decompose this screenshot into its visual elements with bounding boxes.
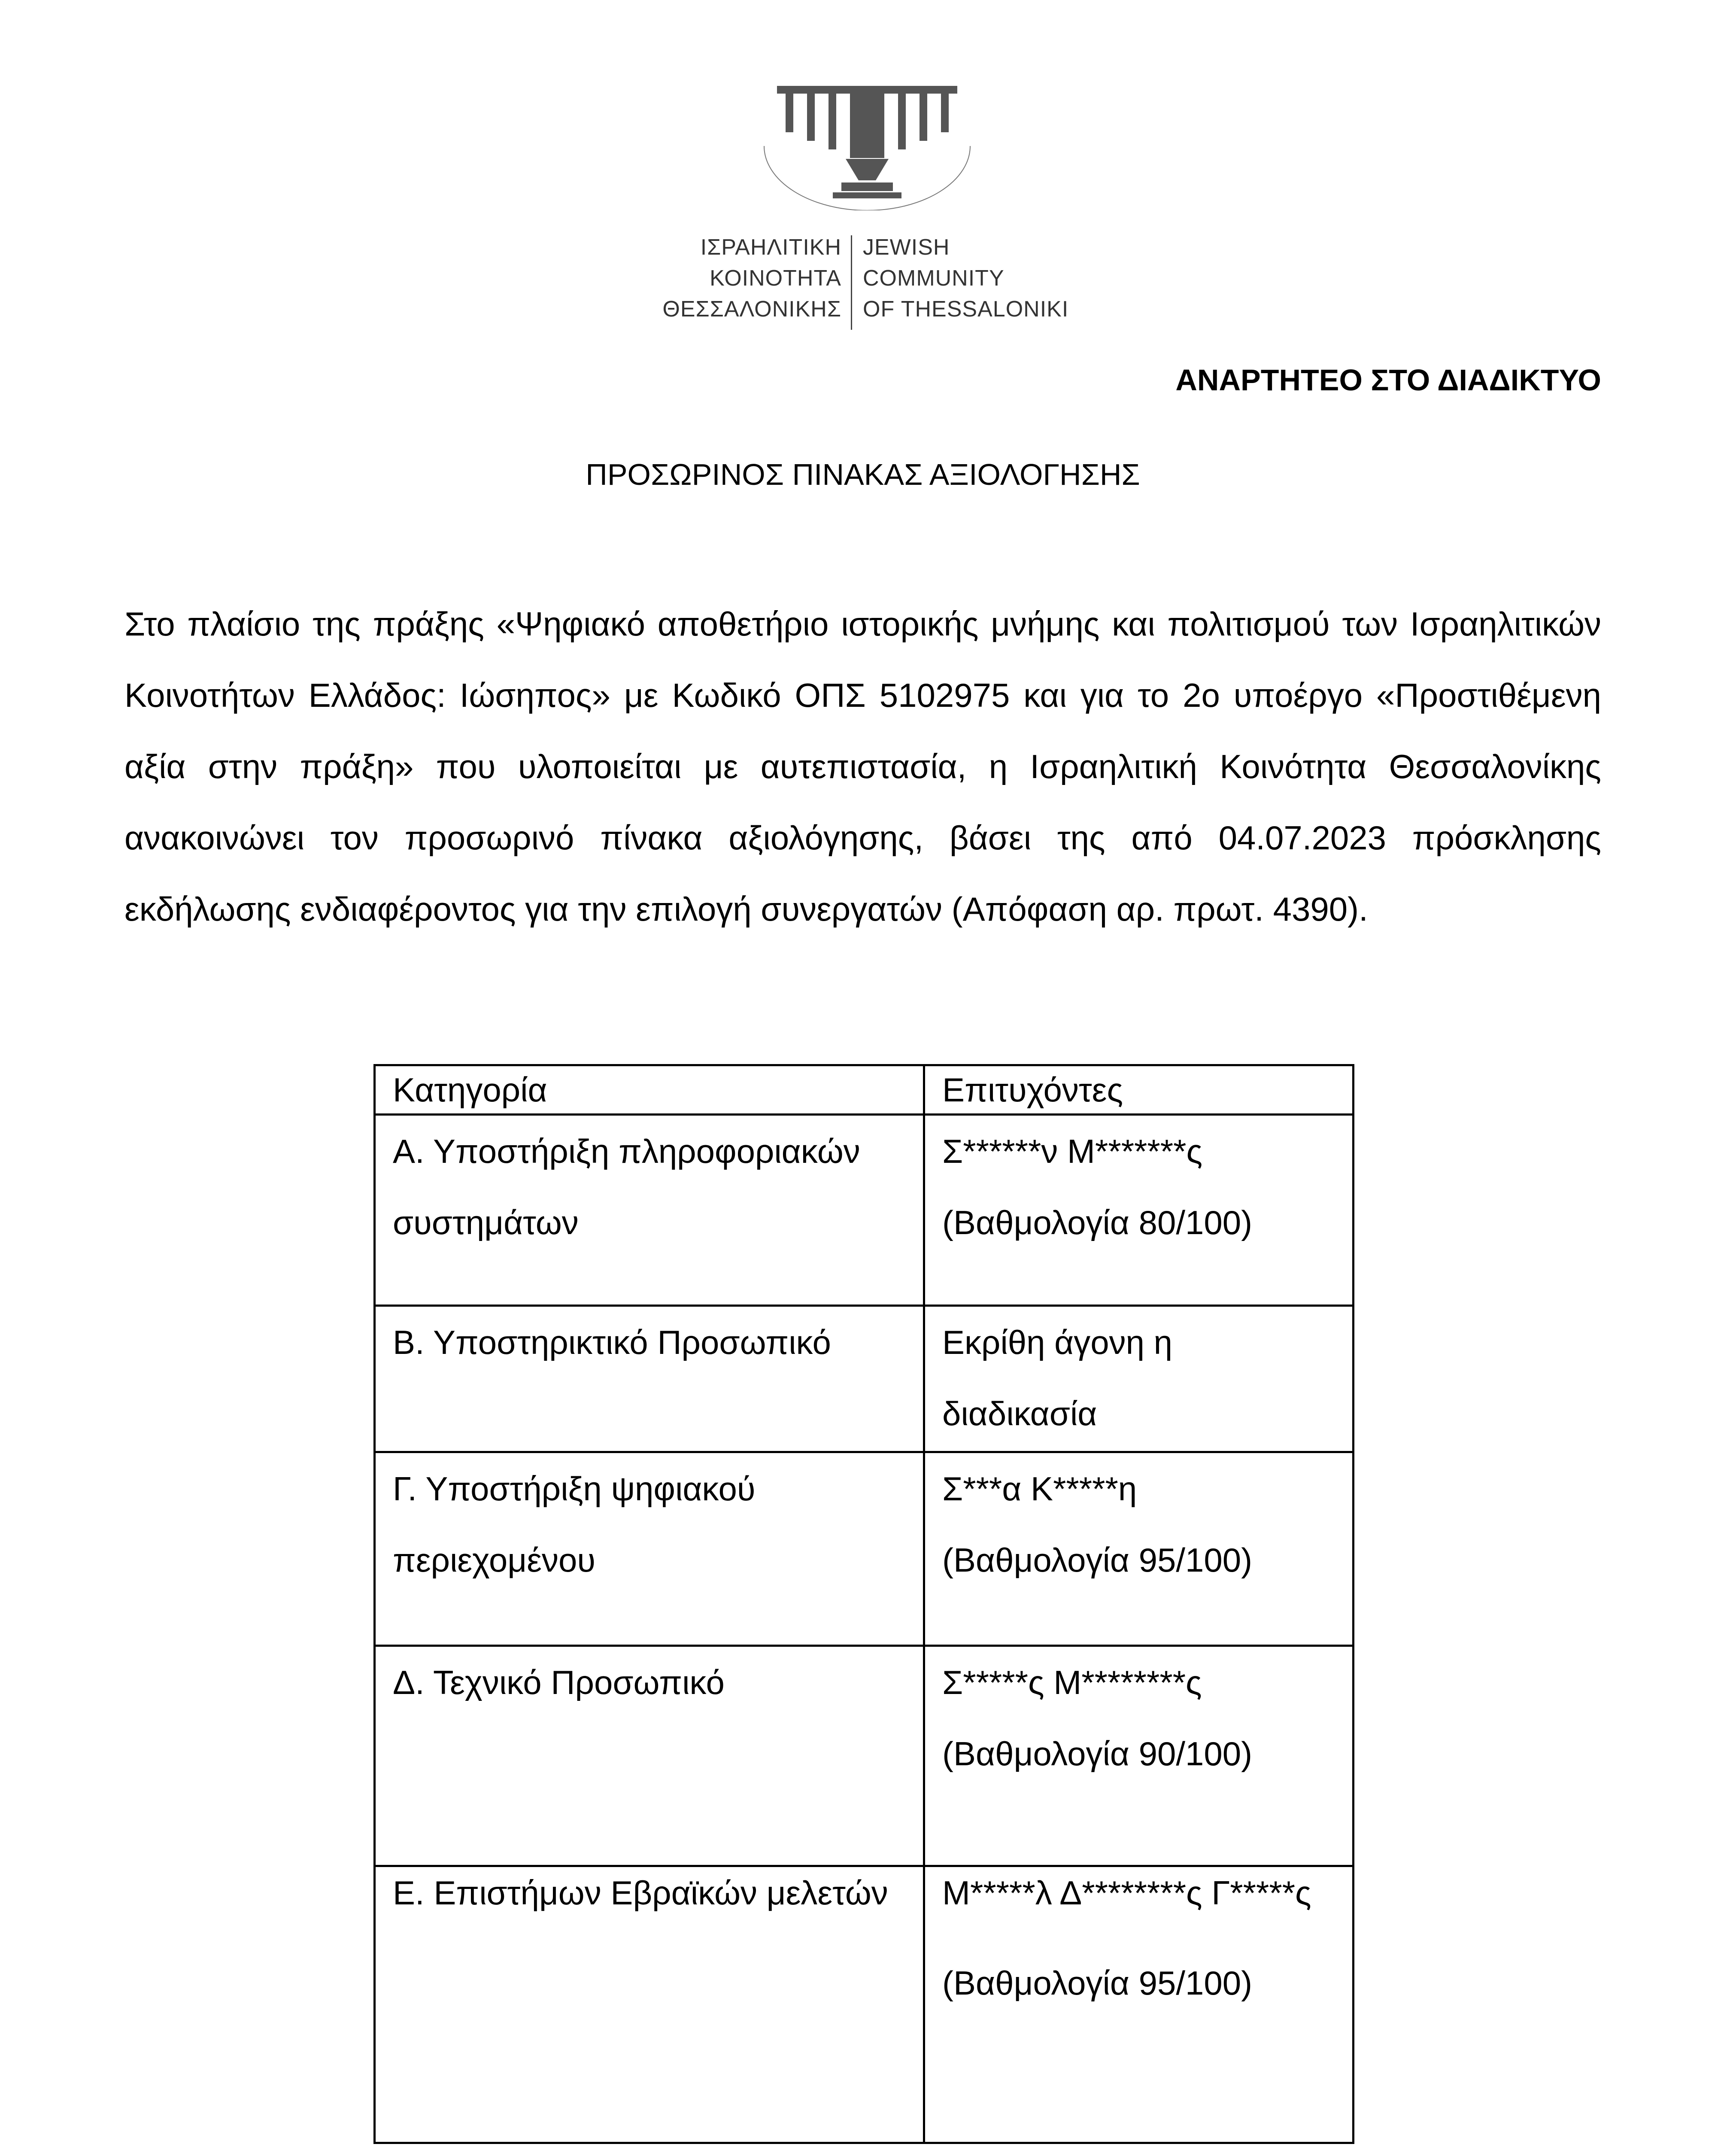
category-text: Ε. Επιστήμων Εβραϊκών μελετών xyxy=(393,1874,888,1912)
result-cell xyxy=(924,1115,1354,1306)
document-title: ΠΡΟΣΩΡΙΝΟΣ ΠΙΝΑΚΑΣ ΑΞΙΟΛΟΓΗΣΗΣ xyxy=(586,458,1140,491)
candidate-score: (Βαθμολογία 95/100) xyxy=(942,1541,1253,1579)
table-header-row xyxy=(375,1065,1354,1115)
candidate-name: Εκρίθη άγονη η διαδικασία xyxy=(942,1323,1173,1432)
table-row xyxy=(375,1306,1354,1452)
category-cell xyxy=(375,1646,924,1866)
table-row xyxy=(375,1452,1354,1646)
result-cell xyxy=(924,1306,1354,1452)
org-name-english-line: OF THESSALONIKI xyxy=(863,297,1069,322)
community-logo xyxy=(747,82,987,210)
candidate-name: Σ***α Κ*****η xyxy=(942,1470,1137,1508)
category-text: Γ. Υποστήριξη ψηφιακού περιεχομένου xyxy=(393,1470,756,1579)
category-text: Δ. Τεχνικό Προσωπικό xyxy=(393,1663,725,1701)
result-cell xyxy=(924,1452,1354,1646)
category-cell xyxy=(375,1452,924,1646)
results-table xyxy=(373,1064,1354,2144)
org-name-english-line: COMMUNITY xyxy=(863,266,1005,291)
category-text: Α. Υποστήριξη πληροφοριακών συστημάτων xyxy=(393,1132,860,1241)
category-cell xyxy=(375,1306,924,1452)
column-header-category: Κατηγορία xyxy=(375,1065,924,1115)
intro-paragraph: Στο πλαίσιο της πράξης «Ψηφιακό αποθετήριο ιστορικής μνήμης και πολιτισμού των Ισραηλιτικών Κοινοτήτων Ελλάδος: Ιώσηπος» με Κωδικό ΟΠΣ 5102975 και για το 2ο υποέργο «Προστιθέμενη αξία στην πράξη» που υλοποιείται με αυτεπιστασία, η Ισραηλιτική Κοινότητα Θεσσαλονίκης ανακοινώνει τον προσωρινό πίνακα αξιολόγησης, βάσει της από 04.07.2023 πρόσκλησης εκδήλωσης ενδιαφέροντος για την επιλογή συνεργατών (Απόφαση αρ. πρωτ. 4390). xyxy=(124,605,1601,928)
category-cell xyxy=(375,1866,924,2143)
table-row xyxy=(375,1115,1354,1306)
result-cell xyxy=(924,1646,1354,1866)
candidate-name: Σ*****ς Μ********ς xyxy=(942,1663,1202,1701)
org-name-greek-line: ΚΟΙΝΟΤΗΤΑ xyxy=(710,266,841,291)
candidate-score: (Βαθμολογία 80/100) xyxy=(942,1204,1253,1241)
org-name-english xyxy=(863,232,1086,325)
category-cell xyxy=(375,1115,924,1306)
org-name-greek xyxy=(635,232,841,325)
candidate-name: Μ*****λ Δ********ς Γ*****ς xyxy=(942,1874,1311,1912)
candidate-score: (Βαθμολογία 95/100) xyxy=(942,1964,1253,2002)
column-header-successful: Επιτυχόντες xyxy=(924,1065,1354,1115)
candidate-name: Σ******ν Μ*******ς xyxy=(942,1132,1203,1170)
org-name-english-line: JEWISH xyxy=(863,235,950,260)
candidate-score: (Βαθμολογία 90/100) xyxy=(942,1735,1253,1773)
post-notice: ΑΝΑΡΤΗΤΕΟ ΣΤΟ ΔΙΑΔΙΚΤΥΟ xyxy=(1175,363,1601,397)
category-text: Β. Υποστηρικτικό Προσωπικό xyxy=(393,1323,831,1361)
table-row xyxy=(375,1646,1354,1866)
org-name-greek-line: ΙΣΡΑΗΛΙΤΙΚΗ xyxy=(700,235,841,260)
logo-divider xyxy=(851,235,852,330)
result-cell xyxy=(924,1866,1354,2143)
org-name-greek-line: ΘΕΣΣΑΛΟΝΙΚΗΣ xyxy=(662,297,841,322)
table-row xyxy=(375,1866,1354,2143)
